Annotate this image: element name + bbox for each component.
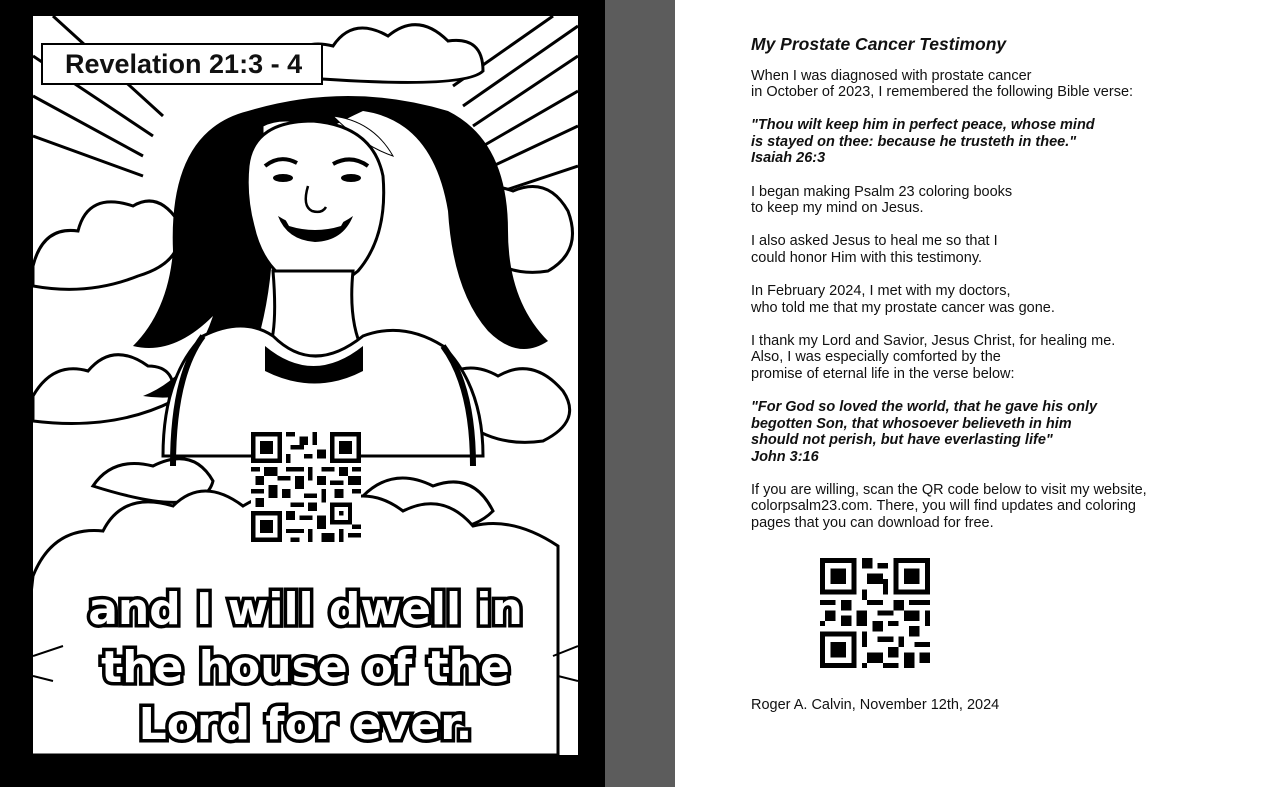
text-line: begotten Son, that whosoever believeth in him	[751, 415, 1072, 432]
text-line: Isaiah 26:3	[751, 150, 826, 167]
qr-code-right	[820, 558, 930, 668]
paragraph-doctors	[751, 283, 1271, 316]
text-line: should not perish, but have everlasting life"	[751, 432, 1053, 449]
text-line: to keep my mind on Jesus.	[751, 200, 924, 217]
text-line: who told me that my prostate cancer was gone.	[751, 299, 1055, 316]
text-line: I thank my Lord and Savior, Jesus Christ, for healing me.	[751, 332, 1116, 349]
text-line: Also, I was especially comforted by the	[751, 349, 1001, 366]
text-line: If you are willing, scan the QR code below to visit my website,	[751, 481, 1147, 498]
left-page-frame	[0, 0, 605, 787]
verse-line-1: and I will dwell in	[88, 584, 523, 635]
text-line: John 3:16	[751, 448, 819, 465]
coloring-page	[33, 16, 578, 755]
paragraph-prayer	[751, 233, 1271, 266]
face	[247, 121, 384, 289]
text-line: In February 2024, I met with my doctors,	[751, 282, 1011, 299]
paragraph-coloring-books	[751, 184, 1271, 217]
paragraph-website	[751, 482, 1271, 532]
text-line: is stayed on thee: because he trusteth in thee."	[751, 133, 1077, 150]
text-line: colorpsalm23.com. There, you will find updates and coloring	[751, 498, 1136, 515]
text-line: When I was diagnosed with prostate cancer	[751, 67, 1032, 84]
text-line: promise of eternal life in the verse below:	[751, 365, 1015, 382]
page-gutter	[605, 0, 675, 787]
text-line: pages that you can download for free.	[751, 514, 994, 531]
text-line: I also asked Jesus to heal me so that I	[751, 233, 998, 250]
text-line: "For God so loved the world, that he gave his only	[751, 398, 1098, 415]
signature-line: Roger A. Calvin, November 12th, 2024	[751, 697, 1000, 713]
quote-john	[751, 399, 1271, 465]
quote-isaiah	[751, 117, 1271, 167]
text-line: "Thou wilt keep him in perfect peace, whose mind	[751, 117, 1095, 134]
verse-line-2: the house of the	[101, 642, 510, 693]
text-line: in October of 2023, I remembered the following Bible verse:	[751, 84, 1134, 101]
text-line: could honor Him with this testimony.	[751, 249, 983, 266]
text-line: I began making Psalm 23 coloring books	[751, 183, 1013, 200]
paragraph-diagnosis	[751, 68, 1271, 101]
paragraph-thanks	[751, 333, 1271, 383]
verse-line-3: Lord for ever.	[138, 699, 473, 750]
qr-code-left	[251, 432, 361, 542]
testimony-text	[751, 36, 1271, 548]
testimony-title: My Prostate Cancer Testimony	[751, 34, 1007, 54]
testimony-page	[675, 0, 1281, 787]
scripture-reference: Revelation 21:3 - 4	[41, 43, 323, 85]
